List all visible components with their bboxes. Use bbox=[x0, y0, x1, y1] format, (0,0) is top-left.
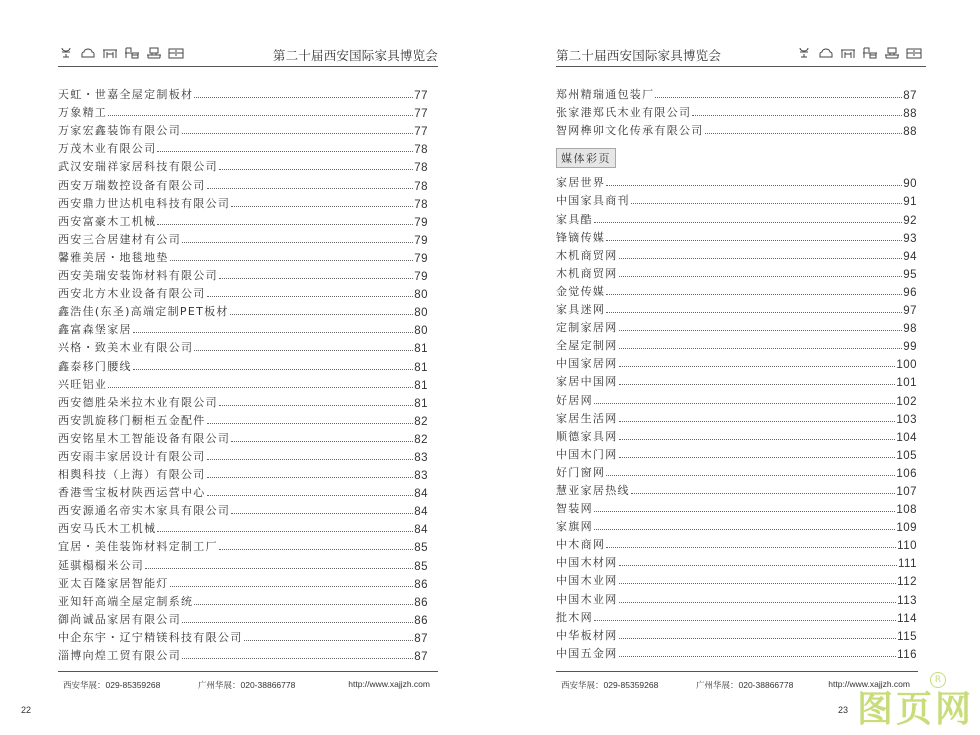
entry-name: 西安美瑞安装饰材料有限公司 bbox=[58, 269, 218, 283]
entry-page-number: 86 bbox=[414, 614, 428, 627]
entry-name: 延骐榻榻米公司 bbox=[58, 558, 145, 572]
sofa-icon bbox=[80, 45, 96, 61]
entry-name: 批木网 bbox=[556, 610, 593, 624]
toc-entry[interactable] bbox=[58, 645, 428, 663]
dot-leader bbox=[619, 655, 897, 657]
dot-leader bbox=[705, 132, 903, 134]
dot-leader bbox=[606, 546, 896, 548]
entry-page-number: 77 bbox=[414, 90, 428, 103]
workstation-icon bbox=[146, 45, 162, 61]
dot-leader bbox=[157, 150, 413, 152]
entry-page-number: 78 bbox=[414, 198, 428, 211]
dot-leader bbox=[194, 603, 413, 605]
entry-page-number: 97 bbox=[903, 305, 917, 318]
chair-icon bbox=[58, 45, 74, 61]
toc-entry[interactable] bbox=[556, 227, 917, 245]
dot-leader bbox=[219, 404, 413, 406]
toc-entry[interactable] bbox=[556, 317, 917, 335]
entry-page-number: 80 bbox=[414, 325, 428, 338]
entry-name: 鑫富森堡家居 bbox=[58, 323, 132, 337]
toc-entry[interactable] bbox=[58, 319, 428, 337]
entry-name: 兴格・致美木业有限公司 bbox=[58, 341, 194, 355]
entry-name: 中国五金网 bbox=[556, 646, 618, 660]
toc-entry[interactable] bbox=[556, 208, 917, 226]
entry-name: 武汉安瑞祥家居科技有限公司 bbox=[58, 160, 218, 174]
dot-leader bbox=[619, 257, 903, 259]
watermark-text: 图页网 bbox=[857, 689, 975, 730]
dot-leader bbox=[231, 440, 413, 442]
cabinet-icon bbox=[906, 45, 922, 61]
entry-name: 西安雨丰家居设计有限公司 bbox=[58, 449, 206, 463]
entry-name: 鑫浩佳(东圣)高端定制PET板材 bbox=[58, 305, 229, 319]
entry-name: 西安铭星木工智能设备有限公司 bbox=[58, 431, 231, 445]
dot-leader bbox=[619, 601, 897, 603]
footer-xian-contact: 西安华展：029-85359268 bbox=[63, 680, 161, 690]
dot-leader bbox=[219, 277, 413, 279]
dot-leader bbox=[207, 476, 414, 478]
toc-entry[interactable] bbox=[58, 410, 428, 428]
registered-mark-icon: R bbox=[930, 672, 946, 688]
entry-name: 相舆科技（上海）有限公司 bbox=[58, 468, 206, 482]
toc-entry[interactable] bbox=[58, 554, 428, 572]
entry-name: 锋镝传媒 bbox=[556, 230, 606, 244]
dot-leader bbox=[244, 639, 414, 641]
entry-page-number: 93 bbox=[903, 232, 917, 245]
toc-group-media bbox=[556, 172, 917, 661]
entry-name: 亚太百隆家居智能灯 bbox=[58, 576, 169, 590]
dot-leader bbox=[207, 494, 414, 496]
toc-entry[interactable] bbox=[556, 588, 917, 606]
entry-page-number: 85 bbox=[414, 560, 428, 573]
entry-name: 好居网 bbox=[556, 393, 593, 407]
entry-page-number: 82 bbox=[414, 415, 428, 428]
entry-page-number: 81 bbox=[414, 361, 428, 374]
toc-entry[interactable] bbox=[58, 374, 428, 392]
dot-leader bbox=[194, 96, 413, 98]
dot-leader bbox=[219, 548, 413, 550]
dot-leader bbox=[619, 420, 896, 422]
entry-name: 亚知轩高端全屋定制系统 bbox=[58, 594, 194, 608]
toc-entry[interactable] bbox=[556, 84, 917, 102]
toc-entry[interactable] bbox=[58, 392, 428, 410]
toc-entry[interactable] bbox=[556, 102, 917, 120]
entry-name: 家居世界 bbox=[556, 176, 606, 190]
entry-page-number: 88 bbox=[903, 108, 917, 121]
toc-entry[interactable] bbox=[556, 263, 917, 281]
table-of-contents bbox=[556, 84, 917, 661]
entry-page-number: 79 bbox=[414, 234, 428, 247]
toc-entry[interactable] bbox=[556, 552, 917, 570]
toc-entry[interactable] bbox=[556, 408, 917, 426]
entry-name: 智装网 bbox=[556, 502, 593, 516]
dot-leader bbox=[182, 621, 413, 623]
entry-name: 淄博向煌工贸有限公司 bbox=[58, 649, 181, 662]
entry-page-number: 86 bbox=[414, 578, 428, 591]
footer-guangzhou-contact: 广州华展：020-38866778 bbox=[696, 680, 794, 690]
dot-leader bbox=[182, 132, 413, 134]
entry-page-number: 80 bbox=[414, 307, 428, 320]
dot-leader bbox=[133, 331, 413, 333]
entry-page-number: 79 bbox=[414, 216, 428, 229]
toc-entry[interactable] bbox=[58, 627, 428, 645]
furniture-icons bbox=[796, 45, 922, 61]
entry-page-number: 82 bbox=[414, 433, 428, 446]
toc-entry[interactable] bbox=[556, 245, 917, 263]
toc-entry[interactable] bbox=[58, 283, 428, 301]
toc-entry[interactable] bbox=[556, 172, 917, 190]
footer-guangzhou-contact: 广州华展：020-38866778 bbox=[198, 680, 296, 690]
entry-page-number: 112 bbox=[897, 576, 917, 589]
dot-leader bbox=[108, 114, 413, 116]
entry-name: 万茂木业有限公司 bbox=[58, 142, 157, 156]
entry-name: 家具迷网 bbox=[556, 303, 606, 317]
toc-entry[interactable] bbox=[556, 625, 917, 643]
dot-leader bbox=[594, 221, 902, 223]
entry-page-number: 113 bbox=[897, 594, 917, 607]
entry-page-number: 115 bbox=[897, 630, 917, 643]
dot-leader bbox=[207, 422, 414, 424]
table-of-contents bbox=[58, 84, 428, 663]
toc-entry[interactable] bbox=[58, 573, 428, 591]
toc-entry[interactable] bbox=[556, 534, 917, 552]
entry-page-number: 99 bbox=[903, 341, 917, 354]
toc-entry[interactable] bbox=[58, 247, 428, 265]
toc-entry[interactable] bbox=[556, 281, 917, 299]
toc-entry[interactable] bbox=[556, 607, 917, 625]
dot-leader bbox=[606, 239, 902, 241]
entry-name: 智网榫卯文化传承有限公司 bbox=[556, 124, 704, 138]
entry-page-number: 78 bbox=[414, 180, 428, 193]
entry-page-number: 86 bbox=[414, 596, 428, 609]
dot-leader bbox=[692, 114, 902, 116]
dot-leader bbox=[219, 168, 413, 170]
page-header bbox=[556, 44, 926, 67]
toc-entry[interactable] bbox=[556, 498, 917, 516]
entry-page-number: 96 bbox=[903, 286, 917, 299]
dot-leader bbox=[207, 187, 414, 189]
entry-name: 家旗网 bbox=[556, 520, 593, 534]
cabinet-icon bbox=[168, 45, 184, 61]
toc-entry[interactable] bbox=[58, 138, 428, 156]
entry-page-number: 87 bbox=[903, 90, 917, 103]
entry-name: 家居中国网 bbox=[556, 375, 618, 389]
toc-entry[interactable] bbox=[556, 190, 917, 208]
entry-page-number: 92 bbox=[903, 214, 917, 227]
entry-name: 西安源通名帝实木家具有限公司 bbox=[58, 504, 231, 518]
dot-leader bbox=[619, 456, 896, 458]
entry-name: 中国木材网 bbox=[556, 556, 618, 570]
dot-leader bbox=[170, 585, 414, 587]
entry-page-number: 84 bbox=[414, 506, 428, 519]
entry-page-number: 85 bbox=[414, 542, 428, 555]
dot-leader bbox=[182, 657, 413, 659]
toc-entry[interactable] bbox=[58, 355, 428, 373]
dot-leader bbox=[157, 530, 413, 532]
entry-page-number: 100 bbox=[896, 359, 917, 372]
toc-entry[interactable] bbox=[58, 102, 428, 120]
entry-name: 兴旺铝业 bbox=[58, 377, 108, 391]
entry-name: 家居生活网 bbox=[556, 411, 618, 425]
toc-entry[interactable] bbox=[58, 446, 428, 464]
dot-leader bbox=[619, 637, 897, 639]
toc-entry[interactable] bbox=[556, 462, 917, 480]
right-page bbox=[490, 0, 980, 735]
sofa-icon bbox=[818, 45, 834, 61]
entry-name: 西安凯旋移门橱柜五金配件 bbox=[58, 413, 206, 427]
toc-entry[interactable] bbox=[58, 609, 428, 627]
entry-page-number: 106 bbox=[896, 467, 917, 480]
entry-page-number: 105 bbox=[896, 449, 917, 462]
entry-page-number: 104 bbox=[896, 431, 917, 444]
toc-entry[interactable] bbox=[58, 500, 428, 518]
page-number: 22 bbox=[21, 705, 32, 715]
table-icon bbox=[102, 45, 118, 61]
toc-entry[interactable] bbox=[58, 229, 428, 247]
entry-name: 天虹・世嘉全屋定制板材 bbox=[58, 88, 194, 102]
entry-page-number: 101 bbox=[896, 377, 917, 390]
entry-page-number: 84 bbox=[414, 524, 428, 537]
entry-name: 木机商贸网 bbox=[556, 266, 618, 280]
dot-leader bbox=[170, 259, 414, 261]
entry-name: 御尚诚品家居有限公司 bbox=[58, 612, 181, 626]
toc-entry[interactable] bbox=[556, 426, 917, 444]
header-title: 第二十届西安国际家具博览会 bbox=[272, 48, 438, 63]
toc-entry[interactable] bbox=[58, 428, 428, 446]
dot-leader bbox=[182, 241, 413, 243]
entry-name: 顺德家具网 bbox=[556, 429, 618, 443]
entry-name: 中国木业网 bbox=[556, 574, 618, 588]
entry-name: 馨雅美居・地毯地垫 bbox=[58, 250, 169, 264]
toc-entry[interactable] bbox=[556, 516, 917, 534]
toc-entry[interactable] bbox=[58, 193, 428, 211]
entry-name: 西安三合居建材有公司 bbox=[58, 232, 181, 246]
entry-name: 中国木业网 bbox=[556, 592, 618, 606]
dot-leader bbox=[606, 293, 902, 295]
entry-page-number: 116 bbox=[897, 648, 917, 661]
entry-page-number: 78 bbox=[414, 162, 428, 175]
header-title: 第二十届西安国际家具博览会 bbox=[556, 48, 722, 63]
entry-page-number: 77 bbox=[414, 108, 428, 121]
entry-page-number: 84 bbox=[414, 488, 428, 501]
dot-leader bbox=[619, 329, 903, 331]
page-number: 23 bbox=[838, 705, 849, 715]
dot-leader bbox=[231, 512, 413, 514]
dot-leader bbox=[606, 474, 895, 476]
entry-name: 中华板材网 bbox=[556, 628, 618, 642]
toc-entry[interactable] bbox=[58, 518, 428, 536]
footer-website[interactable]: http://www.xajjzh.com bbox=[828, 679, 910, 689]
entry-page-number: 114 bbox=[897, 612, 917, 625]
toc-entry[interactable] bbox=[58, 174, 428, 192]
entry-name: 宜居・美佳装饰材料定制工厂 bbox=[58, 540, 218, 554]
toc-entry[interactable] bbox=[58, 265, 428, 283]
desk-icon bbox=[862, 45, 878, 61]
toc-group-exhibitors bbox=[556, 84, 917, 138]
entry-name: 中国家居网 bbox=[556, 357, 618, 371]
entry-name: 中企东宇・辽宁精镁科技有限公司 bbox=[58, 630, 243, 644]
entry-page-number: 103 bbox=[896, 413, 917, 426]
watermark-logo bbox=[857, 686, 980, 735]
dot-leader bbox=[619, 347, 903, 349]
entry-name: 张家港郑氏木业有限公司 bbox=[556, 106, 692, 120]
toc-entry[interactable] bbox=[556, 570, 917, 588]
toc-entry[interactable] bbox=[58, 536, 428, 554]
entry-page-number: 111 bbox=[898, 558, 917, 571]
entry-page-number: 91 bbox=[903, 196, 917, 209]
dot-leader bbox=[619, 564, 898, 566]
toc-entry[interactable] bbox=[556, 299, 917, 317]
table-icon bbox=[840, 45, 856, 61]
entry-page-number: 94 bbox=[903, 250, 917, 263]
toc-entry[interactable] bbox=[556, 120, 917, 138]
dot-leader bbox=[108, 386, 413, 388]
dot-leader bbox=[133, 368, 413, 370]
entry-name: 西安富豪木工机械 bbox=[58, 214, 157, 228]
page-footer bbox=[58, 671, 438, 692]
entry-page-number: 81 bbox=[414, 343, 428, 356]
toc-entry[interactable] bbox=[556, 335, 917, 353]
entry-name: 万家宏鑫装饰有限公司 bbox=[58, 124, 181, 138]
toc-entry[interactable] bbox=[58, 337, 428, 355]
toc-entry[interactable] bbox=[58, 482, 428, 500]
toc-entry[interactable] bbox=[556, 444, 917, 462]
dot-leader bbox=[207, 458, 414, 460]
furniture-icons bbox=[58, 45, 184, 61]
desk-icon bbox=[124, 45, 140, 61]
entry-name: 西安鼎力世达机电科技有限公司 bbox=[58, 196, 231, 210]
page-header bbox=[58, 44, 438, 67]
toc-entry[interactable] bbox=[556, 480, 917, 498]
entry-name: 金觉传媒 bbox=[556, 284, 606, 298]
footer-website[interactable]: http://www.xajjzh.com bbox=[348, 679, 430, 689]
entry-page-number: 98 bbox=[903, 323, 917, 336]
dot-leader bbox=[594, 528, 895, 530]
entry-name: 全屋定制网 bbox=[556, 339, 618, 353]
entry-page-number: 83 bbox=[414, 470, 428, 483]
dot-leader bbox=[207, 295, 414, 297]
dot-leader bbox=[194, 349, 413, 351]
dot-leader bbox=[231, 205, 413, 207]
toc-entry[interactable] bbox=[556, 643, 917, 661]
entry-page-number: 110 bbox=[897, 540, 917, 553]
entry-page-number: 87 bbox=[414, 651, 428, 663]
entry-page-number: 83 bbox=[414, 451, 428, 464]
dot-leader bbox=[619, 365, 896, 367]
entry-page-number: 79 bbox=[414, 252, 428, 265]
dot-leader bbox=[145, 567, 413, 569]
section-label-media: 媒体彩页 bbox=[556, 148, 616, 168]
toc-entry[interactable] bbox=[58, 464, 428, 482]
entry-page-number: 78 bbox=[414, 144, 428, 157]
entry-name: 慧亚家居热线 bbox=[556, 483, 630, 497]
entry-page-number: 87 bbox=[414, 632, 428, 645]
entry-page-number: 102 bbox=[896, 395, 917, 408]
entry-page-number: 90 bbox=[903, 178, 917, 191]
dot-leader bbox=[157, 223, 413, 225]
entry-name: 定制家居网 bbox=[556, 321, 618, 335]
dot-leader bbox=[594, 510, 895, 512]
dot-leader bbox=[606, 184, 902, 186]
toc-entry[interactable] bbox=[556, 353, 917, 371]
entry-name: 中木商网 bbox=[556, 538, 606, 552]
toc-entry[interactable] bbox=[58, 301, 428, 319]
dot-leader bbox=[631, 202, 902, 204]
entry-page-number: 95 bbox=[903, 268, 917, 281]
toc-entry[interactable] bbox=[556, 371, 917, 389]
entry-name: 西安马氏木工机械 bbox=[58, 522, 157, 536]
chair-icon bbox=[796, 45, 812, 61]
entry-page-number: 81 bbox=[414, 379, 428, 392]
dot-leader bbox=[655, 96, 902, 98]
entry-name: 鑫泰移门腰线 bbox=[58, 359, 132, 373]
entry-name: 木机商贸网 bbox=[556, 248, 618, 262]
entry-name: 中国木门网 bbox=[556, 447, 618, 461]
workstation-icon bbox=[884, 45, 900, 61]
toc-entry[interactable] bbox=[58, 156, 428, 174]
toc-entry[interactable] bbox=[556, 389, 917, 407]
entry-name: 好门窗网 bbox=[556, 465, 606, 479]
entry-page-number: 77 bbox=[414, 126, 428, 139]
entry-page-number: 107 bbox=[896, 485, 917, 498]
toc-entry[interactable] bbox=[58, 591, 428, 609]
toc-entry[interactable] bbox=[58, 84, 428, 102]
entry-name: 香港雪宝板材陕西运营中心 bbox=[58, 486, 206, 500]
toc-entry[interactable] bbox=[58, 120, 428, 138]
entry-page-number: 109 bbox=[896, 522, 917, 535]
entry-name: 家具酷 bbox=[556, 212, 593, 226]
entry-name: 西安德胜朵米拉木业有限公司 bbox=[58, 395, 218, 409]
footer-xian-contact: 西安华展：029-85359268 bbox=[561, 680, 659, 690]
dot-leader bbox=[606, 311, 902, 313]
entry-page-number: 79 bbox=[414, 271, 428, 284]
entry-name: 郑州精瑞通包装厂 bbox=[556, 88, 655, 102]
toc-entry[interactable] bbox=[58, 211, 428, 229]
dot-leader bbox=[619, 275, 903, 277]
dot-leader bbox=[619, 438, 896, 440]
entry-name: 西安万瑞数控设备有限公司 bbox=[58, 178, 206, 192]
entry-name: 西安北方木业设备有限公司 bbox=[58, 287, 206, 301]
dot-leader bbox=[230, 313, 414, 315]
entry-page-number: 108 bbox=[896, 504, 917, 517]
dot-leader bbox=[594, 402, 895, 404]
entry-page-number: 80 bbox=[414, 289, 428, 302]
dot-leader bbox=[594, 619, 896, 621]
entry-name: 中国家具商刊 bbox=[556, 194, 630, 208]
entry-page-number: 88 bbox=[903, 126, 917, 139]
entry-name: 万象精工 bbox=[58, 106, 108, 120]
dot-leader bbox=[619, 582, 897, 584]
dot-leader bbox=[619, 383, 896, 385]
entry-page-number: 81 bbox=[414, 397, 428, 410]
dot-leader bbox=[631, 492, 896, 494]
